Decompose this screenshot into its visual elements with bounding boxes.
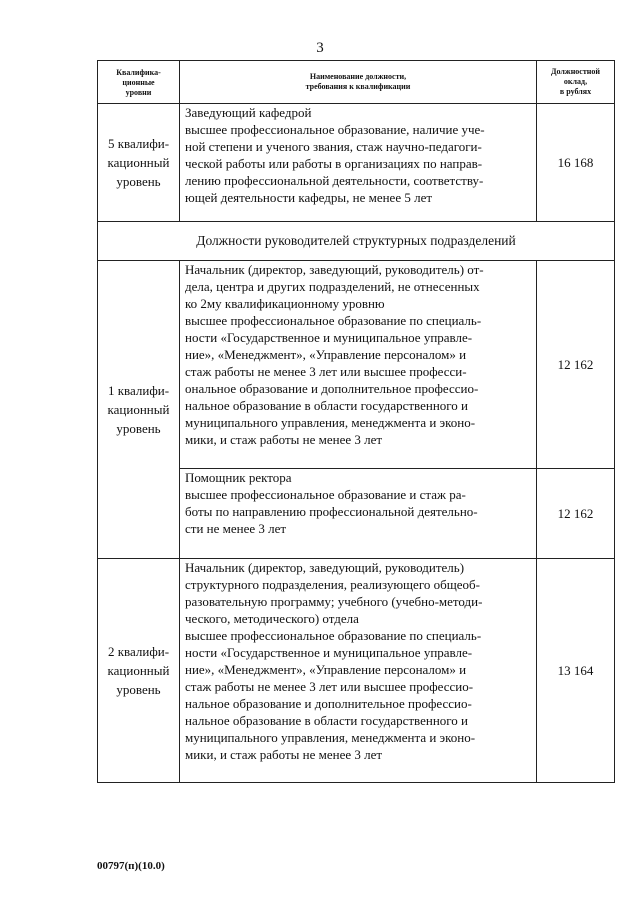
level-cell: 1 квалифи- кационный уровень [98,261,180,559]
level-cell: 5 квалифи- кационный уровень [98,104,180,222]
salary-cell: 12 162 [537,261,615,469]
table-row [98,104,615,222]
page-number: 3 [316,40,324,56]
position-description: Заведующий кафедрой высшее профессиональное образование, наличие уче- ной степени и ученого звания, стаж научно-педагоги- ческой работы или работы в организациях по направ- лению профессиональной деятельности, соответству- ющей деятельности кафедры, не менее 5 лет [180,104,537,222]
level-cell: 2 квалифи- кационный уровень [98,559,180,783]
position-description: Начальник (директор, заведующий, руководитель) от- дела, центра и других подразделений, не отнесенных ко 2му квалификационному уровню высшее профессиональное образование по специаль- ности «Государственное и муниципальное управле- ние», «Менеджмент», «Управление персоналом» и стаж работы не менее 3 лет или высшее професси- ональное образование и дополнительное профессио- нальное образование в области государственного и муниципального управления, менеджмента и эконо- мики, и стаж работы не менее 3 лет [180,261,537,469]
table-row [98,559,615,783]
header-level: Квалифика- ционные уровни [98,61,180,104]
qualification-table [97,60,615,783]
header-salary: Должностной оклад, в рублях [537,61,615,104]
section-title: Должности руководителей структурных подразделений [98,222,615,261]
salary-cell: 13 164 [537,559,615,783]
salary-cell: 12 162 [537,469,615,559]
position-description: Начальник (директор, заведующий, руководитель) структурного подразделения, реализующего общеоб- разовательную программу; учебного (учебно-методи- ческого, методического) отдела высшее профессиональное образование по специаль- ности «Государственное и муниципальное управле- ние», «Менеджмент», «Управление персоналом» и стаж работы не менее 3 лет или высшее профессио- нальное образование и дополнительное профессио- нальное образование в области государственного и муниципального управления, менеджмента и эконо- мики, и стаж работы не менее 3 лет [180,559,537,783]
position-description: Помощник ректора высшее профессиональное образование и стаж ра- боты по направлению профессиональной деятельно- сти не менее 3 лет [180,469,537,559]
table-header-row [98,61,615,104]
salary-cell: 16 168 [537,104,615,222]
document-code: 00797(п)(10.0) [97,860,165,872]
header-position: Наименование должности, требования к квалификации [180,61,537,104]
table-row [98,261,615,469]
section-row [98,222,615,261]
